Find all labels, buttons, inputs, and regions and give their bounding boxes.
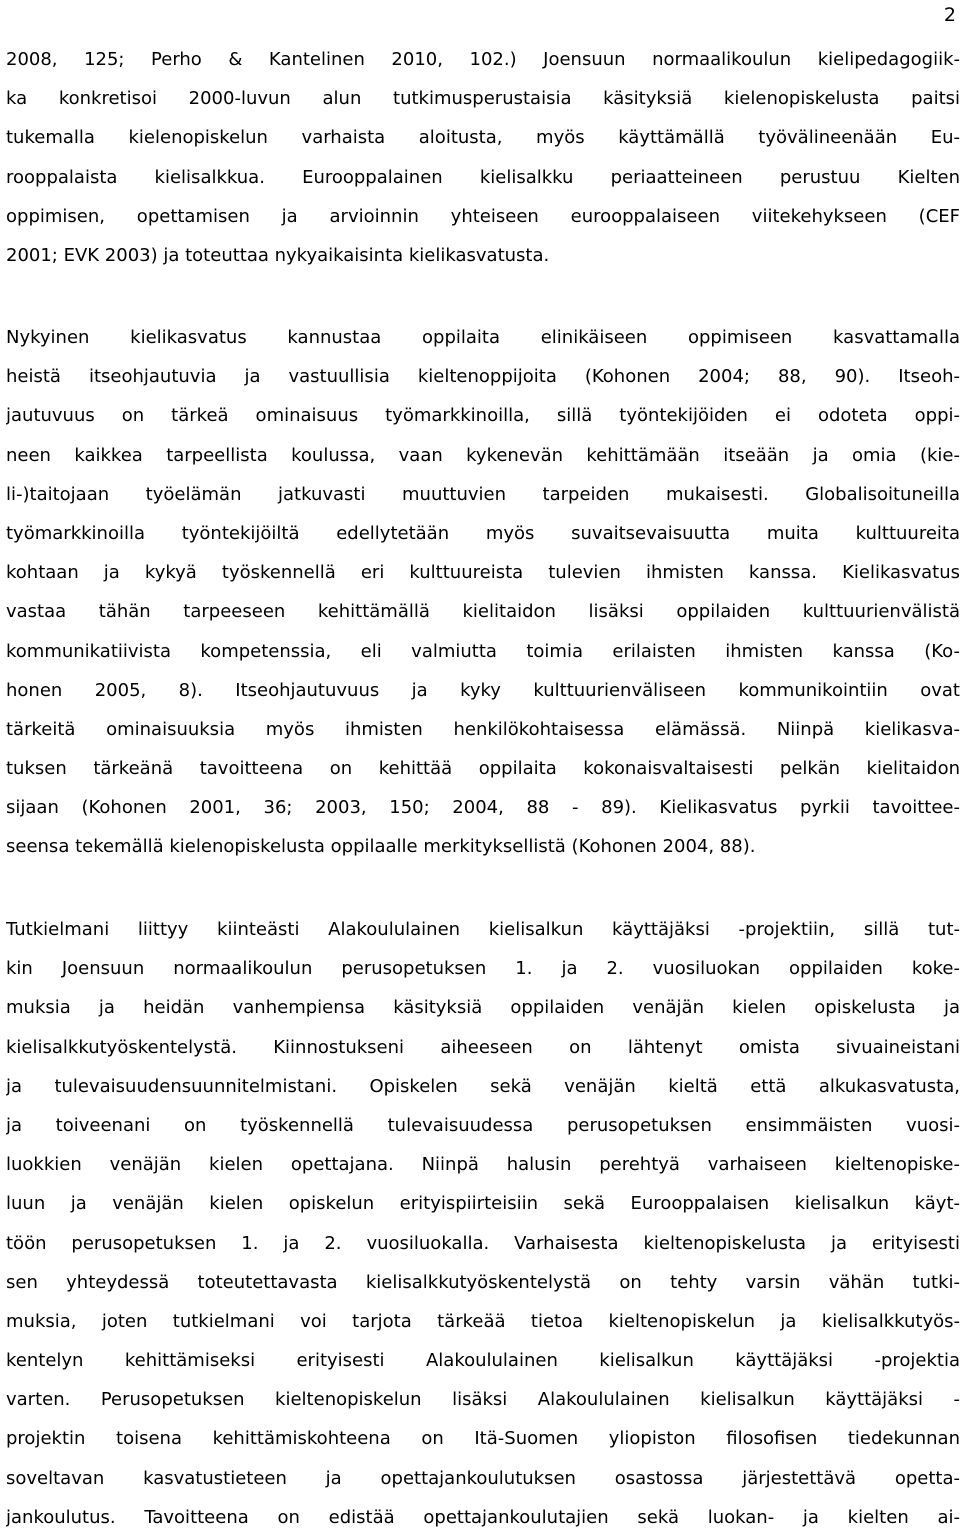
- text-line: vastaa tähän tarpeeseen kehittämällä kielitaidon lisäksi oppilaiden kulttuurienvälistä: [6, 601, 960, 623]
- paragraph-thesis-motivation: [6, 910, 960, 1537]
- text-line: heistä itseohjautuvia ja vastuullisia kieltenoppijoita (Kohonen 2004; 88, 90). Itseoh-: [6, 366, 960, 388]
- text-line: seensa tekemällä kielenopiskelusta oppilaalle merkityksellistä (Kohonen 2004, 88).: [6, 836, 756, 858]
- text-line: tuksen tärkeänä tavoitteena on kehittää oppilaita kokonaisvaltaisesti pelkän kielitaidon: [6, 758, 960, 780]
- text-line: tukemalla kielenopiskelun varhaista aloitusta, myös käyttämällä työvälineenään Eu-: [6, 127, 960, 149]
- text-line: luun ja venäjän kielen opiskelun erityispiirteisiin sekä Eurooppalaisen kielisalkun käyt-: [6, 1193, 960, 1215]
- text-line: sen yhteydessä toteutettavasta kielisalkkutyöskentelystä on tehty varsin vähän tutki-: [6, 1271, 960, 1293]
- text-line: jautuvuus on tärkeä ominaisuus työmarkkinoilla, sillä työntekijöiden ei odoteta oppi-: [6, 405, 960, 427]
- text-line: jankoulutus. Tavoitteena on edistää opettajankoulutajien sekä luokan- ja kielten ai-: [6, 1506, 960, 1528]
- text-line: kin Joensuun normaalikoulun perusopetuksen 1. ja 2. vuosiluokan oppilaiden koke-: [6, 958, 960, 980]
- text-line: Tutkielmani liittyy kiinteästi Alakoululainen kielisalkun käyttäjäksi -projektiin, sillä tut-: [6, 919, 960, 940]
- text-line: muksia ja heidän vanhempiensa käsityksiä oppilaiden venäjän kielen opiskelusta ja: [6, 997, 960, 1019]
- text-line: rooppalaista kielisalkkua. Eurooppalainen kielisalkku periaatteineen perustuu Kielten: [6, 166, 960, 188]
- text-line: työmarkkinoilla työntekijöiltä edellytetään myös suvaitsevaisuutta muita kulttuureita: [6, 522, 960, 544]
- text-line: muksia, joten tutkielmani voi tarjota tärkeää tietoa kieltenopiskelun ja kielisalkkutyös-: [6, 1310, 960, 1332]
- text-line: 2001; EVK 2003) ja toteuttaa nykyaikaisinta kielikasvatusta.: [6, 244, 550, 266]
- text-line: Nykyinen kielikasvatus kannustaa oppilaita elinikäiseen oppimiseen kasvattamalla: [6, 327, 960, 348]
- paragraph-language-education: [6, 318, 960, 867]
- text-line: kielisalkkutyöskentelystä. Kiinnostukseni aiheeseen on lähtenyt omista sivuaineistani: [6, 1036, 960, 1058]
- text-line: li-)taitojaan työelämän jatkuvasti muuttuvien tarpeiden mukaisesti. Globalisoituneilla: [6, 483, 960, 505]
- text-line: kommunikatiivista kompetenssia, eli valmiutta toimia erilaisten ihmisten kanssa (Ko-: [6, 640, 960, 662]
- text-line: ka konkretisoi 2000-luvun alun tutkimusperustaisia käsityksiä kielenopiskelusta paitsi: [6, 88, 960, 110]
- text-line: neen kaikkea tarpeellista koulussa, vaan kykenevän kehittämään itseään ja omia (kie-: [6, 444, 960, 466]
- text-line: kentelyn kehittämiseksi erityisesti Alakoululainen kielisalkun käyttäjäksi -projektia: [6, 1350, 960, 1372]
- text-line: ja toiveenani on työskennellä tulevaisuudessa perusopetuksen ensimmäisten vuosi-: [6, 1114, 960, 1136]
- page-number: 2: [943, 4, 956, 26]
- text-line: tärkeitä ominaisuuksia myös ihmisten henkilökohtaisessa elämässä. Niinpä kielikasva-: [6, 718, 960, 740]
- text-line: oppimisen, opettamisen ja arvioinnin yhteiseen eurooppalaiseen viitekehykseen (CEF: [6, 205, 960, 227]
- text-line: sijaan (Kohonen 2001, 36; 2003, 150; 2004, 88 - 89). Kielikasvatus pyrkii tavoittee-: [6, 797, 960, 819]
- text-line: 2008, 125; Perho & Kantelinen 2010, 102.) Joensuun normaalikoulun kielipedagogiik-: [6, 49, 960, 70]
- text-line: ja tulevaisuudensuunnitelmistani. Opiskelen sekä venäjän kieltä että alkukasvatusta,: [6, 1075, 960, 1097]
- text-line: kohtaan ja kykyä työskennellä eri kulttuureista tulevien ihmisten kanssa. Kielikasvatus: [6, 562, 960, 584]
- text-line: soveltavan kasvatustieteen ja opettajankoulutuksen osastossa järjestettävä opetta-: [6, 1467, 960, 1489]
- text-line: töön perusopetuksen 1. ja 2. vuosiluokalla. Varhaisesta kieltenopiskelusta ja erityisesti: [6, 1232, 960, 1254]
- text-line: varten. Perusopetuksen kieltenopiskelun lisäksi Alakoululainen kielisalkun käyttäjäksi -: [6, 1389, 960, 1411]
- text-line: luokkien venäjän kielen opettajana. Niinpä halusin perehtyä varhaiseen kieltenopiske-: [6, 1154, 960, 1176]
- paragraph-language-pedagogy: [6, 40, 960, 275]
- text-line: honen 2005, 8). Itseohjautuvuus ja kyky kulttuurienväliseen kommunikointiin ovat: [6, 679, 960, 701]
- text-line: projektin toisena kehittämiskohteena on Itä-Suomen yliopiston filosofisen tiedekunnan: [6, 1428, 960, 1450]
